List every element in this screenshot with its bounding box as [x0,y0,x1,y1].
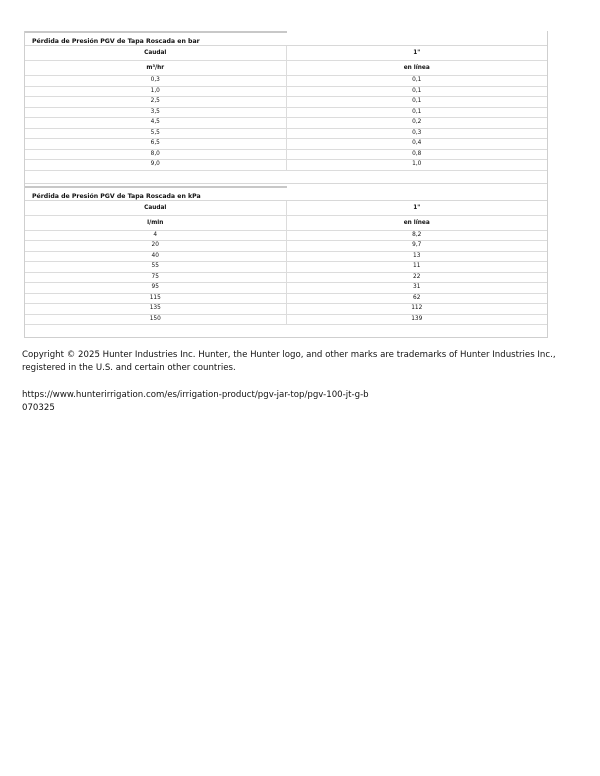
table-unit-row [25,215,547,230]
kpa-table-body [25,230,547,325]
table-row [25,304,547,315]
col-caudal-header: Caudal [25,201,286,216]
table-row [25,283,547,294]
table-row [25,128,547,139]
cell-loss: 112 [286,304,547,315]
cell-loss: 22 [286,272,547,283]
cell-loss: 0,2 [286,118,547,129]
table-row [25,139,547,150]
page-code: 070325 [22,403,55,413]
cell-caudal: 9,0 [25,160,286,171]
copyright-text: Copyright © 2025 Hunter Industries Inc. Hunter, the Hunter logo, and other marks are trademarks of Hunter Industries Inc., registered in the U.S. and certain other countries. [22,350,556,373]
col-size-unit: en línea [286,61,547,76]
cell-loss: 31 [286,283,547,294]
col-size-unit: en línea [286,215,547,230]
table-row [25,262,547,273]
page-url[interactable]: https://www.hunterirrigation.com/es/irrigation-product/pgv-jar-top/pgv-100-jt-g-b [22,390,369,400]
kpa-table-title: Pérdida de Presión PGV de Tapa Roscada en kPa [25,186,547,201]
cell-caudal: 135 [25,304,286,315]
table-row [25,97,547,108]
cell-loss: 0,3 [286,128,547,139]
table-row [25,76,547,87]
table-row [25,272,547,283]
section-divider [25,31,287,33]
cell-caudal: 40 [25,251,286,262]
table-row [25,160,547,171]
cell-caudal: 0,3 [25,76,286,87]
cell-loss: 9,7 [286,241,547,252]
cell-loss: 0,8 [286,149,547,160]
cell-caudal: 4,5 [25,118,286,129]
col-caudal-unit: l/min [25,215,286,230]
col-caudal-header: Caudal [25,46,286,61]
kpa-table-section [25,186,547,338]
table-row [25,241,547,252]
tables-container [24,31,548,338]
table-row [25,293,547,304]
cell-loss: 8,2 [286,230,547,241]
table-row [25,251,547,262]
table-header-row [25,201,547,216]
bar-table-title: Pérdida de Presión PGV de Tapa Roscada en bar [25,31,547,46]
table-header-row [25,46,547,61]
table-unit-row [25,61,547,76]
table-row [25,107,547,118]
kpa-table [25,201,547,326]
bar-table-body [25,76,547,171]
col-caudal-unit: m³/hr [25,61,286,76]
cell-caudal: 5,5 [25,128,286,139]
bar-table-section [25,31,547,184]
cell-loss: 11 [286,262,547,273]
section-divider [25,186,287,188]
cell-loss: 0,1 [286,97,547,108]
cell-caudal: 20 [25,241,286,252]
cell-caudal: 95 [25,283,286,294]
col-size-header: 1" [286,201,547,216]
cell-caudal: 8,0 [25,149,286,160]
cell-caudal: 3,5 [25,107,286,118]
table-row [25,86,547,97]
cell-caudal: 2,5 [25,97,286,108]
cell-loss: 0,4 [286,139,547,150]
cell-caudal: 55 [25,262,286,273]
cell-loss: 13 [286,251,547,262]
cell-caudal: 6,5 [25,139,286,150]
cell-loss: 139 [286,314,547,325]
cell-loss: 0,1 [286,76,547,87]
footer [22,349,592,415]
cell-loss: 1,0 [286,160,547,171]
table-row [25,314,547,325]
cell-loss: 62 [286,293,547,304]
table-row [25,149,547,160]
bar-table [25,46,547,171]
cell-caudal: 1,0 [25,86,286,97]
cell-caudal: 115 [25,293,286,304]
cell-loss: 0,1 [286,86,547,97]
table-row [25,118,547,129]
cell-caudal: 150 [25,314,286,325]
section-spacer [25,171,547,184]
cell-caudal: 75 [25,272,286,283]
col-size-header: 1" [286,46,547,61]
section-spacer [25,325,547,337]
cell-loss: 0,1 [286,107,547,118]
table-row [25,230,547,241]
cell-caudal: 4 [25,230,286,241]
